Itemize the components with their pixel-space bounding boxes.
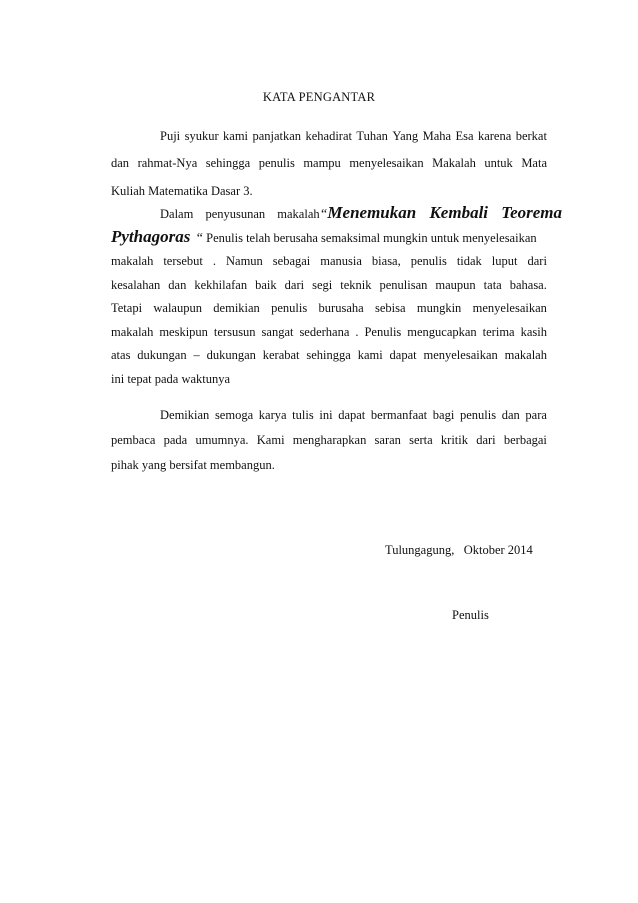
word: Kami — [256, 433, 285, 447]
word: kerabat — [262, 348, 300, 362]
word: menyelesaikan — [472, 301, 547, 315]
word: walaupun — [153, 301, 202, 315]
para2-text-start: Dalam penyusunan makalah — [160, 207, 320, 221]
word: sangat — [261, 325, 294, 339]
word: berkat — [515, 129, 547, 143]
word: dan — [168, 278, 187, 292]
word: bahasa. — [509, 278, 547, 292]
word: Tetapi — [111, 301, 143, 315]
word: biasa, — [371, 254, 401, 268]
word: karena — [477, 129, 512, 143]
para2-line3 — [111, 251, 547, 271]
word: burusaha — [318, 301, 364, 315]
word: tersebut — [163, 254, 203, 268]
word: sebisa — [374, 301, 406, 315]
word: dukungan — [137, 348, 187, 362]
word: dukungan — [206, 348, 256, 362]
para2-line8: ini tepat pada waktunya — [111, 372, 231, 386]
word: kami — [357, 348, 383, 362]
word: Mata — [521, 156, 547, 170]
para1-line3: Kuliah Matematika Dasar 3. — [111, 184, 253, 198]
para2-line2-rest: Penulis telah berusaha semaksimal mungkin untuk menyelesaikan — [206, 231, 537, 245]
word: untuk — [484, 156, 513, 170]
word: kami — [223, 129, 249, 143]
word: menyelesaikan — [349, 156, 424, 170]
word: Maha — [422, 129, 452, 143]
word: berbagai — [503, 433, 547, 447]
word: sederhana — [299, 325, 350, 339]
open-quote: “ — [319, 207, 328, 222]
word: Makalah — [432, 156, 476, 170]
word: penulis — [410, 254, 447, 268]
word: penulis — [271, 301, 308, 315]
place-and-date: Tulungagung, Oktober 2014 — [385, 543, 533, 557]
word: karya — [258, 408, 287, 422]
word: para — [525, 408, 547, 422]
para1-line1 — [160, 126, 547, 146]
para2-line7 — [111, 345, 547, 365]
word: terima — [482, 325, 515, 339]
word: Penulis — [364, 325, 402, 339]
word: kekhilafan — [194, 278, 248, 292]
word: Puji — [160, 129, 181, 143]
word: . — [212, 254, 217, 268]
word: rahmat-Nya — [137, 156, 198, 170]
word: panjatkan — [252, 129, 302, 143]
word: manusia — [320, 254, 362, 268]
close-quote: “ — [195, 231, 204, 246]
word: tata — [483, 278, 502, 292]
word: dan — [111, 156, 130, 170]
word: kasih — [520, 325, 547, 339]
word: dari — [476, 433, 496, 447]
word: mungkin — [416, 301, 462, 315]
word: Esa — [455, 129, 474, 143]
word: ini — [319, 408, 333, 422]
para3-line1 — [160, 405, 547, 425]
word: Namun — [226, 254, 263, 268]
word: dapat — [338, 408, 366, 422]
word: sebagai — [272, 254, 311, 268]
word: tersusun — [213, 325, 256, 339]
word: penulis — [459, 408, 497, 422]
word: serta — [409, 433, 433, 447]
word: pada — [163, 433, 188, 447]
word: – — [193, 348, 200, 362]
word: menyelesaikan — [423, 348, 498, 362]
word: penulis — [258, 156, 295, 170]
word: saran — [374, 433, 401, 447]
word: pembaca — [111, 433, 156, 447]
word: Yang — [392, 129, 419, 143]
para1-line2 — [111, 153, 547, 173]
word: dari — [527, 254, 547, 268]
word: sehingga — [306, 348, 351, 362]
word: syukur — [184, 129, 219, 143]
word: teknik — [340, 278, 372, 292]
word: demikian — [213, 301, 260, 315]
word: makalah — [111, 254, 154, 268]
para2-line2 — [111, 227, 547, 249]
word: kehadirat — [305, 129, 352, 143]
para2-line5 — [111, 298, 547, 318]
word: makalah — [504, 348, 547, 362]
para3-line3: pihak yang bersifat membangun. — [111, 458, 275, 472]
word: tulis — [292, 408, 314, 422]
word: bermanfaat — [370, 408, 428, 422]
word: semoga — [214, 408, 254, 422]
makalah-title-part1: Menemukan Kembali Teorema — [327, 203, 563, 222]
word: sehingga — [205, 156, 251, 170]
word: kritik — [440, 433, 469, 447]
word: bagi — [432, 408, 455, 422]
word: mampu — [303, 156, 341, 170]
word: umumnya. — [195, 433, 249, 447]
signer-name: Penulis — [452, 608, 489, 622]
word: atas — [111, 348, 131, 362]
word: penulisan — [379, 278, 428, 292]
word: segi — [312, 278, 333, 292]
word: Tuhan — [356, 129, 388, 143]
word: kesalahan — [111, 278, 161, 292]
word: dari — [284, 278, 305, 292]
document-title: KATA PENGANTAR — [262, 90, 376, 104]
word: mengucapkan — [407, 325, 477, 339]
para3-line2 — [111, 430, 547, 450]
word: . — [355, 325, 359, 339]
word: dapat — [389, 348, 417, 362]
para2-line4 — [111, 275, 547, 295]
para2-line6 — [111, 322, 547, 342]
makalah-title-part2: Pythagoras — [111, 227, 191, 246]
word: maupun — [435, 278, 476, 292]
word: Demikian — [160, 408, 210, 422]
word: tidak — [456, 254, 482, 268]
word: baik — [255, 278, 277, 292]
word: dan — [501, 408, 520, 422]
word: luput — [491, 254, 518, 268]
word: mengharapkan — [292, 433, 367, 447]
word: meskipun — [159, 325, 208, 339]
word: makalah — [111, 325, 154, 339]
para2-line1 — [160, 203, 563, 225]
